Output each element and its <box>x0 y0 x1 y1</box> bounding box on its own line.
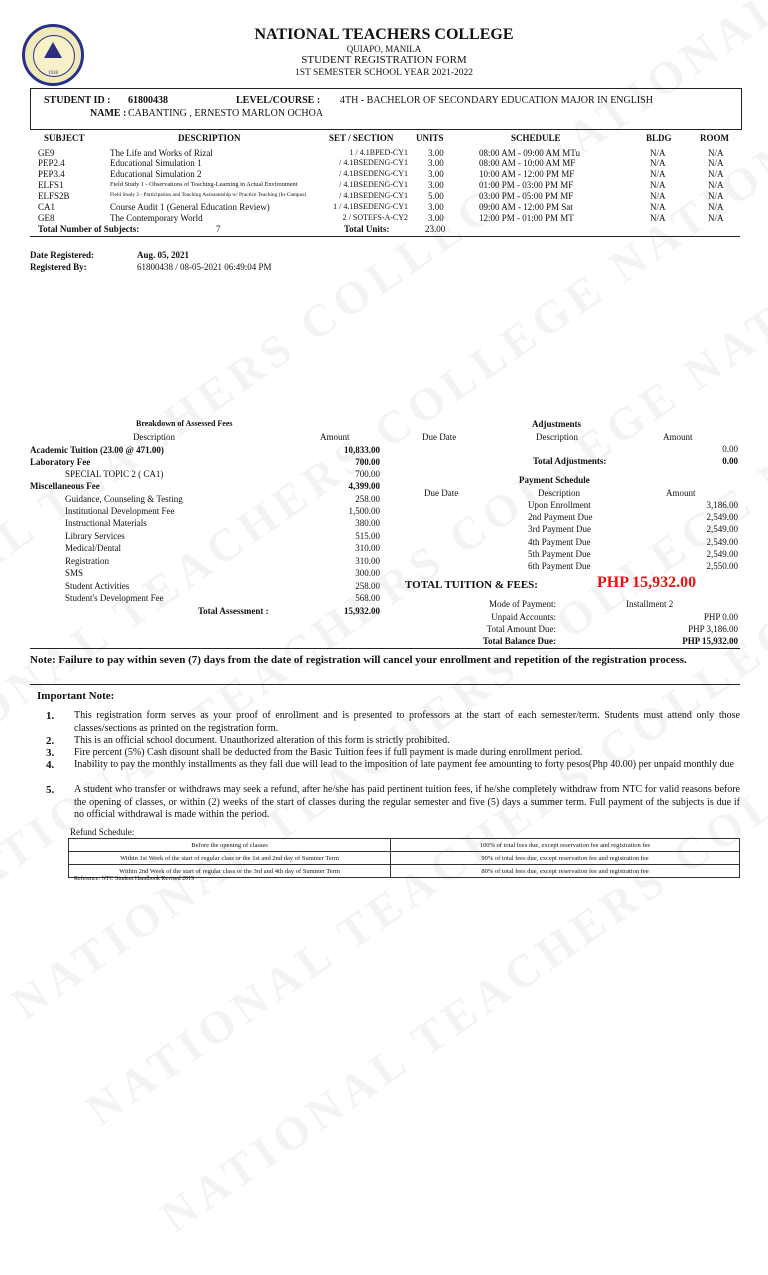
student-id: 61800438 <box>128 95 168 106</box>
misc-fee-label: Miscellaneous Fee <box>30 481 100 491</box>
total-balance-due: PHP 15,932.00 <box>682 636 738 646</box>
total-assessment: 15,932.00 <box>344 606 380 616</box>
refund-table <box>68 838 740 878</box>
payment-warning: Note: Failure to pay within seven (7) days from the date of registration will cancel your enrollment and repetition of the registration process. <box>30 654 687 666</box>
adjustments-title: Adjustments <box>532 419 582 429</box>
student-name-label: NAME : <box>90 108 127 119</box>
adjustments-col-description: Description <box>536 432 578 442</box>
fees-col-description: Description <box>133 432 175 442</box>
lab-fee-label: Laboratory Fee <box>30 457 91 467</box>
total-tuition-label: TOTAL TUITION & FEES: <box>405 579 538 591</box>
date-registered-label: Date Registered: <box>30 250 95 260</box>
divider <box>30 684 740 685</box>
col-schedule: SCHEDULE <box>511 133 561 143</box>
important-note-title: Important Note: <box>37 690 115 702</box>
adjustment-value: 0.00 <box>722 444 738 454</box>
payment-col-due-date: Due Date <box>424 488 459 498</box>
payment-schedule-title: Payment Schedule <box>519 475 590 485</box>
col-subject: SUBJECT <box>44 133 85 143</box>
registered-by-label: Registered By: <box>30 262 87 272</box>
registered-by: 61800438 / 08-05-2021 06:49:04 PM <box>137 262 272 272</box>
mode-of-payment: Installment 2 <box>626 599 674 609</box>
table-row: Within 2nd Week of the start of regular class or the 3rd and 4th day of Summer Term 80% of total fees due, except reservation fee and registration fee <box>69 865 740 878</box>
mode-of-payment-label: Mode of Payment: <box>489 599 556 609</box>
lab-item-amount: 700.00 <box>355 469 380 479</box>
level-course: 4TH - BACHELOR OF SECONDARY EDUCATION MAJOR IN ENGLISH <box>340 95 653 106</box>
payment-col-amount: Amount <box>666 488 696 498</box>
total-adjustments: 0.00 <box>722 456 738 466</box>
student-id-label: STUDENT ID : <box>44 95 111 106</box>
payment-col-description: Description <box>538 488 580 498</box>
lab-item-label: SPECIAL TOPIC 2 ( CA1) <box>65 469 164 479</box>
refund-schedule-title: Refund Schedule: <box>70 827 135 837</box>
form-title: STUDENT REGISTRATION FORM <box>301 54 467 66</box>
total-subjects: 7 <box>216 224 221 234</box>
level-course-label: LEVEL/COURSE : <box>236 95 321 106</box>
total-units: 23.00 <box>425 224 446 234</box>
divider <box>30 648 740 649</box>
college-seal-logo: 1928 <box>22 24 84 86</box>
total-amount-due: PHP 3,186.00 <box>688 624 738 634</box>
college-location: QUIAPO, MANILA <box>346 44 422 54</box>
table-row: Within 1st Week of the start of regular class or the 1st and 2nd day of Summer Term 90% of total fees due, except reservation fee and registration fee <box>69 852 740 865</box>
total-subjects-label: Total Number of Subjects: <box>38 224 140 234</box>
total-units-label: Total Units: <box>344 224 390 234</box>
table-row: Before the opening of classes 100% of total fees due, except reservation fee and registration fee <box>69 839 740 852</box>
col-bldg: BLDG <box>646 133 672 143</box>
adjustments-col-amount: Amount <box>663 432 693 442</box>
tuition-amount: 10,833.00 <box>344 445 380 455</box>
fees-col-amount: Amount <box>320 432 350 442</box>
divider <box>30 236 740 237</box>
handbook-reference: Reference: NTC Student Handbook Revised 2019 <box>74 876 195 882</box>
col-description: DESCRIPTION <box>178 133 241 143</box>
col-units: UNITS <box>416 133 444 143</box>
col-room: ROOM <box>700 133 729 143</box>
misc-fee-amount: 4,399.00 <box>348 481 380 491</box>
fees-col-due-date: Due Date <box>422 432 457 442</box>
lab-fee-amount: 700.00 <box>355 457 380 467</box>
college-name: NATIONAL TEACHERS COLLEGE <box>254 26 514 43</box>
unpaid-accounts: PHP 0.00 <box>703 612 738 622</box>
total-adjustments-label: Total Adjustments: <box>533 456 607 466</box>
unpaid-accounts-label: Unpaid Accounts: <box>491 612 556 622</box>
total-balance-due-label: Total Balance Due: <box>482 636 556 646</box>
student-name: CABANTING , ERNESTO MARLON OCHOA <box>128 108 324 119</box>
col-section: SET / SECTION <box>329 133 394 143</box>
total-amount-due-label: Total Amount Due: <box>486 624 556 634</box>
total-assessment-label: Total Assessment : <box>198 606 269 616</box>
total-tuition-amount: PHP 15,932.00 <box>597 574 697 591</box>
school-term: 1ST SEMESTER SCHOOL YEAR 2021-2022 <box>294 68 474 78</box>
date-registered: Aug. 05, 2021 <box>137 250 190 260</box>
tuition-label: Academic Tuition (23.00 @ 471.00) <box>30 445 164 455</box>
fees-title: Breakdown of Assessed Fees <box>136 419 233 428</box>
